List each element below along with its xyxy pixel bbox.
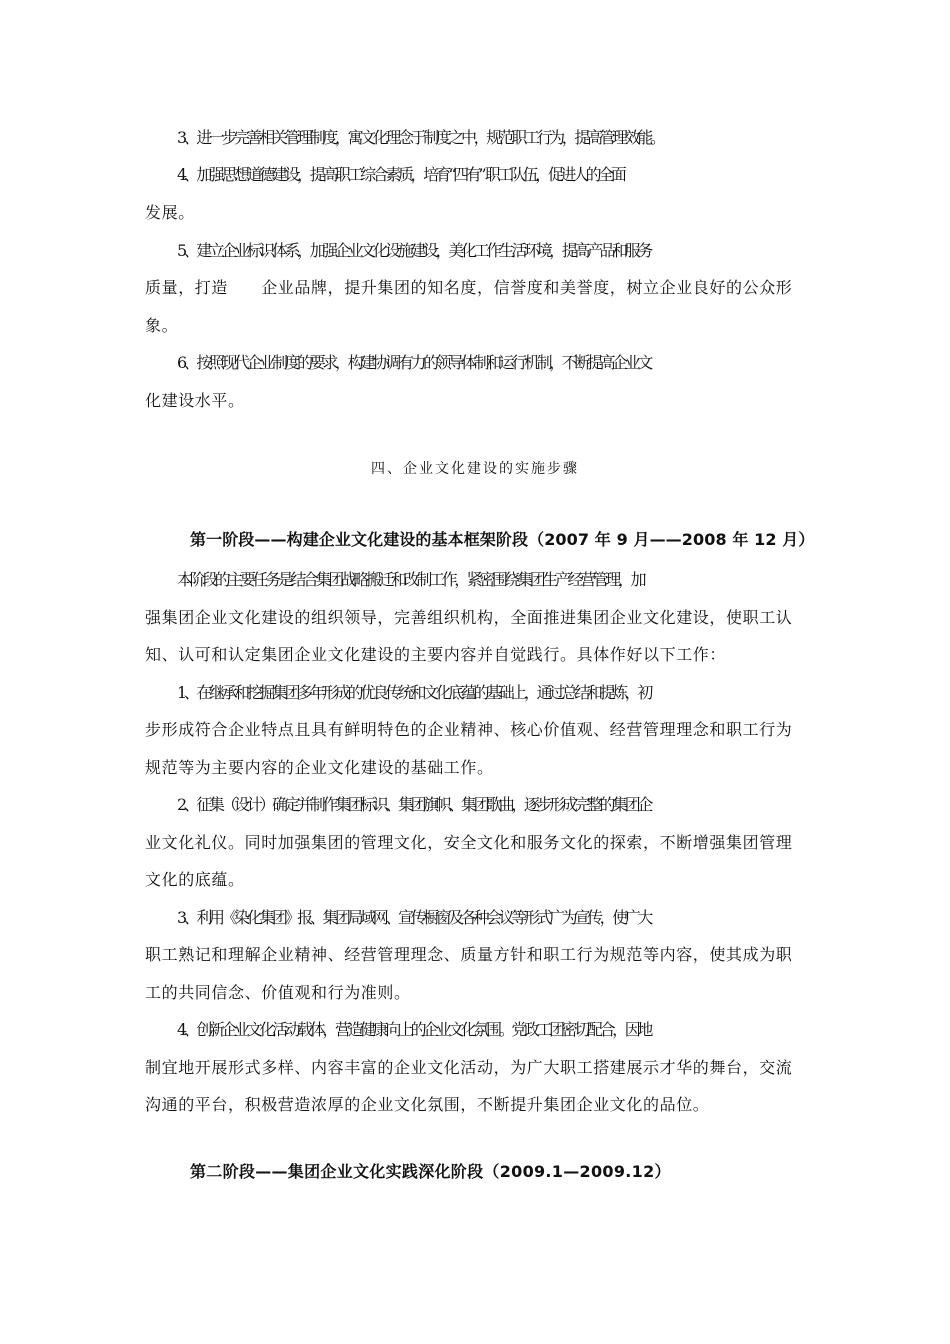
- stage-1-item-1-line-3: 规范等为主要内容的企业文化建设的基础工作。: [145, 758, 494, 777]
- stage-1-heading: 第一阶段——构建企业文化建设的基本框架阶段（2007 年 9 月——2008 年 12 月）: [190, 530, 815, 549]
- stage-2-heading: 第二阶段——集团企业文化实践深化阶段（2009.1—2009.12）: [190, 1162, 671, 1181]
- stage-1-item-4-line-2: 制宜地开展形式多样、内容丰富的企业文化活动，为广大职工搭建展示才华的舞台，交流: [145, 1058, 793, 1077]
- list-item-5-line-1: 5、建立企业标识体系，加强企业文化设施建设，美化工作生活环境，提高产品和服务: [177, 241, 650, 260]
- stage-1-item-2-line-3: 文化的底蕴。: [145, 870, 245, 889]
- list-item-5-line-2: 质量，打造 企业品牌，提升集团的知名度，信誉度和美誉度，树立企业良好的公众形: [145, 278, 793, 297]
- list-item-4-line-2: 发展。: [145, 203, 195, 222]
- stage-1-item-4-line-3: 沟通的平台，积极营造浓厚的企业文化氛围，不断提升集团企业文化的品位。: [145, 1095, 710, 1114]
- list-item-6-line-2: 化建设水平。: [145, 391, 245, 410]
- stage-1-item-3-line-1: 3、利用《染化集团》报、集团局域网、宣传橱窗及各种会议等形式广为宣传，使广大: [177, 908, 650, 927]
- list-item-6-line-1: 6、按照现代企业制度的要求，构建协调有力的领导体制和运行机制，不断提高企业文: [177, 353, 650, 372]
- stage-1-item-2-line-2: 业文化礼仪。同时加强集团的管理文化，安全文化和服务文化的探索，不断增强集团管理: [145, 833, 793, 852]
- stage-1-intro-line-2: 强集团企业文化建设的组织领导，完善组织机构，全面推进集团企业文化建设，使职工认: [145, 608, 793, 627]
- list-item-5-line-3: 象。: [145, 316, 179, 335]
- list-item-4-line-1: 4、加强思想道德建设，提高职工综合素质，培育“四有” 职工队伍，促进人的全面: [177, 165, 624, 184]
- list-item-3: 3、进一步完善相关管理制度，寓文化理念于制度之中，规范职工行为，提高管理效能。: [177, 128, 663, 147]
- section-heading: 四、企业文化建设的实施步骤: [371, 461, 579, 477]
- stage-1-item-3-line-3: 工的共同信念、价值观和行为准则。: [145, 983, 411, 1002]
- stage-1-intro-line-1: 本阶段的主要任务是结合集团战略搬迁和改制工作，紧密围绕集团生产经营管理，加: [177, 570, 644, 589]
- stage-1-intro-line-3: 知、认可和认定集团企业文化建设的主要内容并自觉践行。具体作好以下工作：: [145, 645, 727, 664]
- stage-1-item-1-line-1: 1、在继承和挖掘集团多年形成的优良传统和文化底蕴的基础上，通过总结和提炼，初: [177, 683, 650, 702]
- stage-1-item-2-line-1: 2、征集（设计）确定并制作集团标识、集团旗帜、集团歌曲，逐步形成完整的集团企: [177, 795, 650, 814]
- stage-1-item-1-line-2: 步形成符合企业特点且具有鲜明特色的企业精神、核心价值观、经营管理理念和职工行为: [145, 720, 793, 739]
- stage-1-item-4-line-1: 4、创新企业文化活动载体，营造健康向上的企业文化氛围。党政工团密切配合，因地: [177, 1020, 650, 1039]
- stage-1-item-3-line-2: 职工熟记和理解企业精神、经营管理理念、质量方针和职工行为规范等内容，使其成为职: [145, 945, 793, 964]
